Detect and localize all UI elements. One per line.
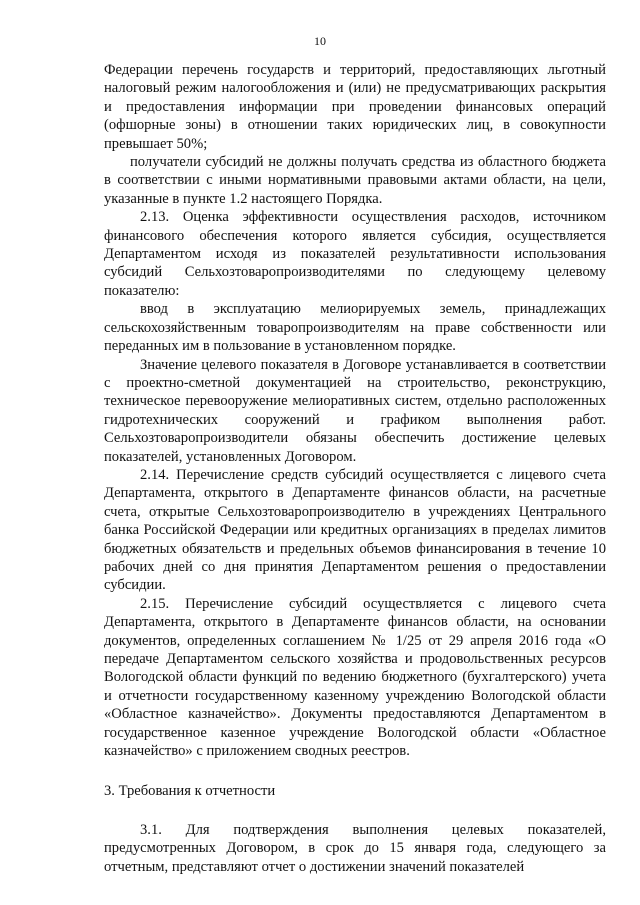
paragraph-3-1: 3.1. Для подтверждения выполнения целевых показателей, предусмотренных Договором, в срок до 15 января года, следующего за отчетным, представляют отчет о достижении значений показателей — [104, 821, 606, 875]
paragraph-indicator-value: Значение целевого показателя в Договоре устанавливается в соответствии с проектно-сметной документацией на строительство, реконструкцию, техническое перевооружение мелиоративных систем, отдельно расположенных гидротехнических сооружений и графиком выполнения работ. Сельхозтоваропроизводители обязаны обеспечить достижение целевых показателей, установленных Договором. — [104, 356, 606, 465]
page-number: 10 — [314, 34, 326, 48]
section-heading: 3. Требования к отчетности — [104, 783, 276, 800]
paragraph-continuation: Федерации перечень государств и территорий, предоставляющих льготный налоговый режим налогообложения и (или) не предусматривающих раскрытия и предоставления информации при проведении финансовых операций (офшорные зоны) в отношении таких юридических лиц, в совокупности превышает 50%; — [104, 62, 606, 152]
document-body — [104, 61, 606, 876]
paragraph-target-indicator: ввод в эксплуатацию мелиорируемых земель, принадлежащих сельскохозяйственным товаропроизводителям на праве собственности или переданных им в пользование в установленном порядке. — [104, 301, 606, 355]
paragraph-2-15: 2.15. Перечисление субсидий осуществляется с лицевого счета Департамента, открытого в Департаменте финансов области, на основании документов, определенных соглашением № 1/25 от 29 апреля 2016 года «О передаче Департаментом сельского хозяйства и продовольственных ресурсов Вологодской области функций по ведению бюджетного (бухгалтерского) учета и отчетности государственному казенному учреждению Вологодской области «Областное казначейство». Документы предоставляются Департаментом в государственное казенное учреждение Вологодской области «Областное казначейство» с приложением сводных реестров. — [104, 595, 606, 760]
paragraph-2-13: 2.13. Оценка эффективности осуществления расходов, источником финансового обеспечения которого является субсидия, осуществляется Департаментом исходя из показателей результативности использования субсидий Сельхозтоваропроизводителями по следующему целевому показателю: — [104, 209, 606, 299]
paragraph-recipients: получатели субсидий не должны получать средства из областного бюджета в соответствии с иными нормативными правовыми актами области, на цели, указанные в пункте 1.2 настоящего Порядка. — [104, 154, 606, 207]
paragraph-2-14: 2.14. Перечисление средств субсидий осуществляется с лицевого счета Департамента, открытого в Департаменте финансов области, на расчетные счета, открытые Сельхозтоваропроизводителю в учреждениях Центрального банка Российской Федерации или кредитных организациях в пределах лимитов бюджетных обязательств и предельных объемов финансирования в течение 10 рабочих дней со дня принятия Департаментом решения о предоставлении субсидии. — [104, 466, 606, 594]
